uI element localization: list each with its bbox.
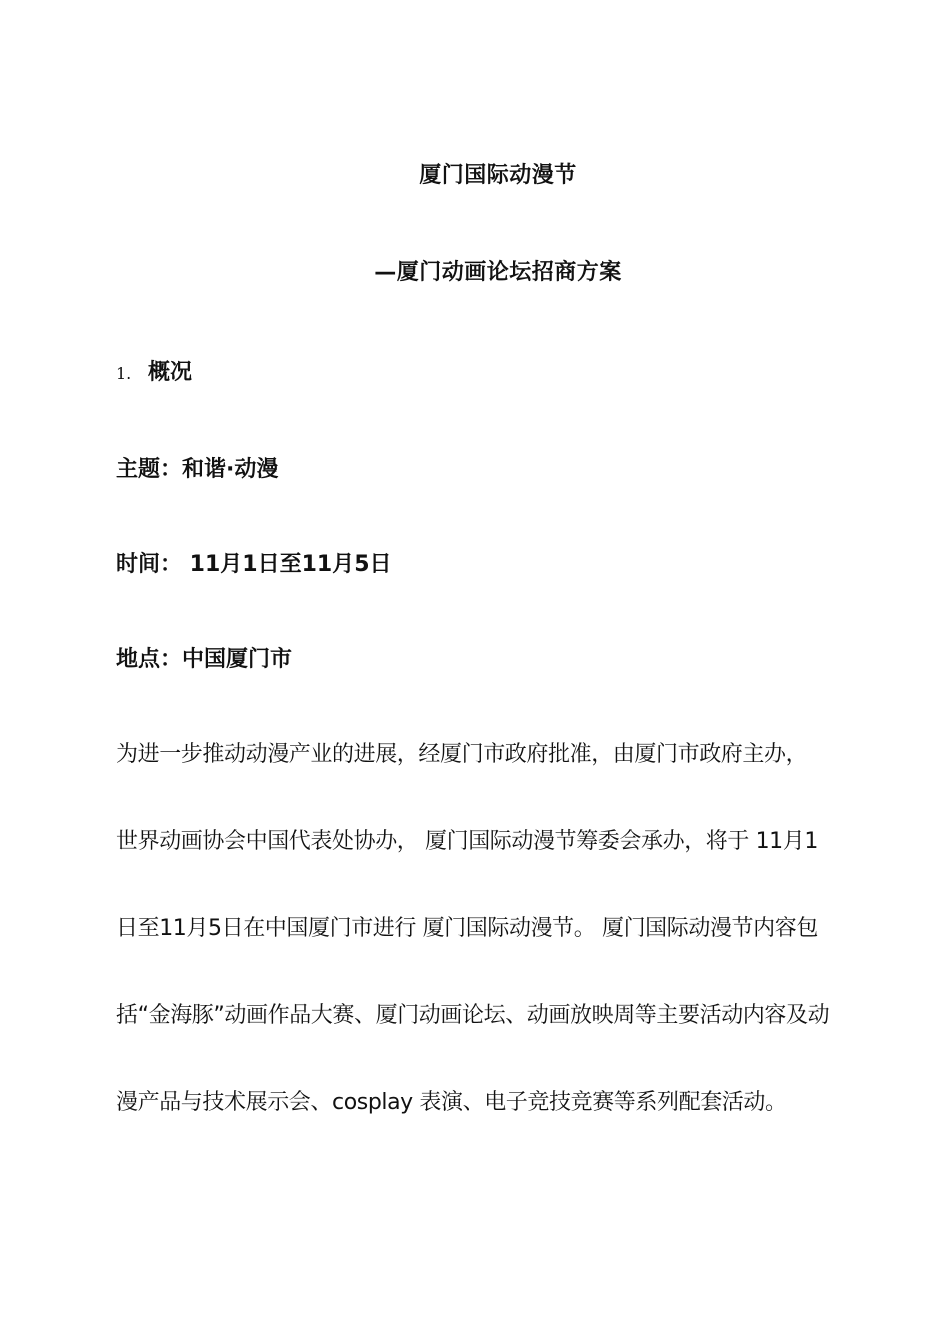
body-paragraph-line: 日至11月5日在中国厦门市进行 厦门国际动漫节。 厦门国际动漫节内容包	[116, 916, 818, 941]
body-paragraph-line: 为进一步推动动漫产业的进展，经厦门市政府批准，由厦门市政府主办，	[116, 742, 808, 767]
document-subtitle: —厦门动画论坛招商方案	[374, 260, 622, 285]
theme-label: 主题：	[116, 457, 183, 482]
section-title: 概况	[148, 360, 193, 385]
theme-line	[116, 452, 278, 483]
place-label: 地点：	[116, 647, 183, 672]
body-paragraph-line: 漫产品与技术展示会、cosplay 表演、电子竞技竞赛等系列配套活动。	[116, 1090, 787, 1115]
time-line	[116, 547, 392, 578]
place-value: 中国厦门市	[182, 647, 293, 672]
theme-value: 和谐·动漫	[182, 457, 279, 482]
time-value: 11月1日至11月5日	[182, 552, 392, 577]
document-title: 厦门国际动漫节	[419, 163, 577, 188]
section-heading	[116, 355, 192, 386]
section-number: 1.	[116, 364, 132, 383]
body-paragraph-line: 括“金海豚”动画作品大赛、厦门动画论坛、动画放映周等主要活动内容及动	[116, 1003, 830, 1028]
time-label: 时间：	[116, 552, 183, 577]
body-paragraph-line: 世界动画协会中国代表处协办， 厦门国际动漫节筹委会承办，将于 11月1	[116, 829, 818, 854]
place-line	[116, 642, 292, 673]
